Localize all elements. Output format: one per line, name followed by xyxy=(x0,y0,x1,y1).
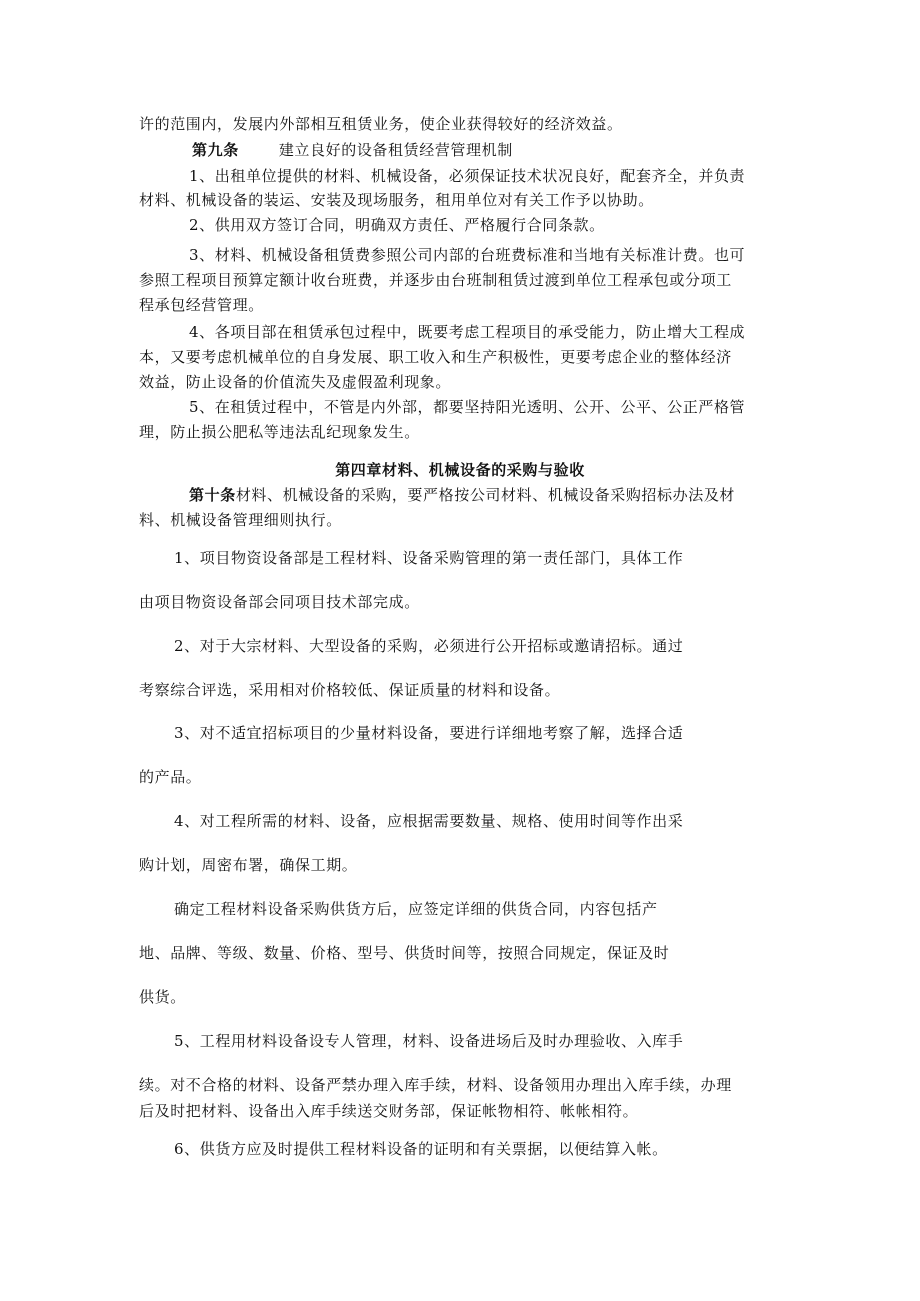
text-line: 5、工程用材料设备设专人管理，材料、设备进场后及时办理验收、入库手 xyxy=(174,1032,684,1050)
text-line: 1、项目物资设备部是工程材料、设备采购管理的第一责任部门，具体工作 xyxy=(174,549,684,567)
text-line: 3、材料、机械设备租赁费参照公司内部的台班费标准和当地有关标准计费。也可 xyxy=(189,246,746,264)
text-line: 4、对工程所需的材料、设备，应根据需要数量、规格、使用时间等作出采 xyxy=(174,812,684,830)
article-10-line xyxy=(189,485,735,505)
text-line: 许的范围内，发展内外部相互租赁业务，使企业获得较好的经济效益。 xyxy=(139,115,623,133)
text-line: 4、各项目部在租赁承包过程中，既要考虑工程项目的承受能力，防止增大工程成 xyxy=(189,323,746,341)
text-line: 参照工程项目预算定额计收台班费，并逐步由台班制租赁过渡到单位工程承包或分项工 xyxy=(139,271,732,289)
text-line: 2、供用双方签订合同，明确双方责任、严格履行合同条款。 xyxy=(189,216,605,234)
article-9-heading xyxy=(192,140,513,160)
text-line: 理，防止损公肥私等违法乱纪现象发生。 xyxy=(139,423,420,441)
text-line: 材料、机械设备的装运、安装及现场服务，租用单位对有关工作予以协助。 xyxy=(139,191,654,209)
text-line: 续。对不合格的材料、设备严禁办理入库手续，材料、设备领用办理出入库手续，办理 xyxy=(139,1076,732,1094)
text-line: 1、出租单位提供的材料、机械设备，必须保证技术状况良好，配套齐全，并负责 xyxy=(189,167,746,185)
text-line: 6、供货方应及时提供工程材料设备的证明和有关票据，以便结算入帐。 xyxy=(174,1140,668,1158)
text-line: 购计划，周密布署，确保工期。 xyxy=(139,856,358,874)
text-line: 考察综合评选，采用相对价格较低、保证质量的材料和设备。 xyxy=(139,681,561,699)
chapter-title: 第四章材料、机械设备的采购与验收 xyxy=(335,461,585,479)
text-line: 地、品牌、等级、数量、价格、型号、供货时间等，按照合同规定，保证及时 xyxy=(139,944,670,962)
text-line: 供货。 xyxy=(139,988,186,1006)
text-line: 效益，防止设备的价值流失及虚假盈利现象。 xyxy=(139,373,452,391)
text-line: 2、对于大宗材料、大型设备的采购，必须进行公开招标或邀请招标。通过 xyxy=(174,637,684,655)
text-line: 5、在租赁过程中，不管是内外部，都要坚持阳光透明、公开、公平、公正严格管 xyxy=(189,398,746,416)
text-line: 程承包经营管理。 xyxy=(139,296,264,314)
article-10-text: 材料、机械设备的采购，要严格按公司材料、机械设备采购招标办法及材 xyxy=(235,486,736,504)
article-10-label: 第十条 xyxy=(189,486,236,504)
article-9-label: 第九条 xyxy=(192,141,239,159)
article-9-title: 建立良好的设备租赁经营管理机制 xyxy=(278,141,513,159)
text-line: 3、对不适宜招标项目的少量材料设备，要进行详细地考察了解，选择合适 xyxy=(174,724,684,742)
text-line: 的产品。 xyxy=(139,768,202,786)
text-line: 后及时把材料、设备出入库手续送交财务部，保证帐物相符、帐帐相符。 xyxy=(139,1102,639,1120)
text-line: 确定工程材料设备采购供货方后，应签定详细的供货合同，内容包括产 xyxy=(174,900,658,918)
text-line: 本，又要考虑机械单位的自身发展、职工收入和生产积极性，更要考虑企业的整体经济 xyxy=(139,348,732,366)
text-line: 料、机械设备管理细则执行。 xyxy=(139,511,342,529)
text-line: 由项目物资设备部会同项目技术部完成。 xyxy=(139,593,420,611)
